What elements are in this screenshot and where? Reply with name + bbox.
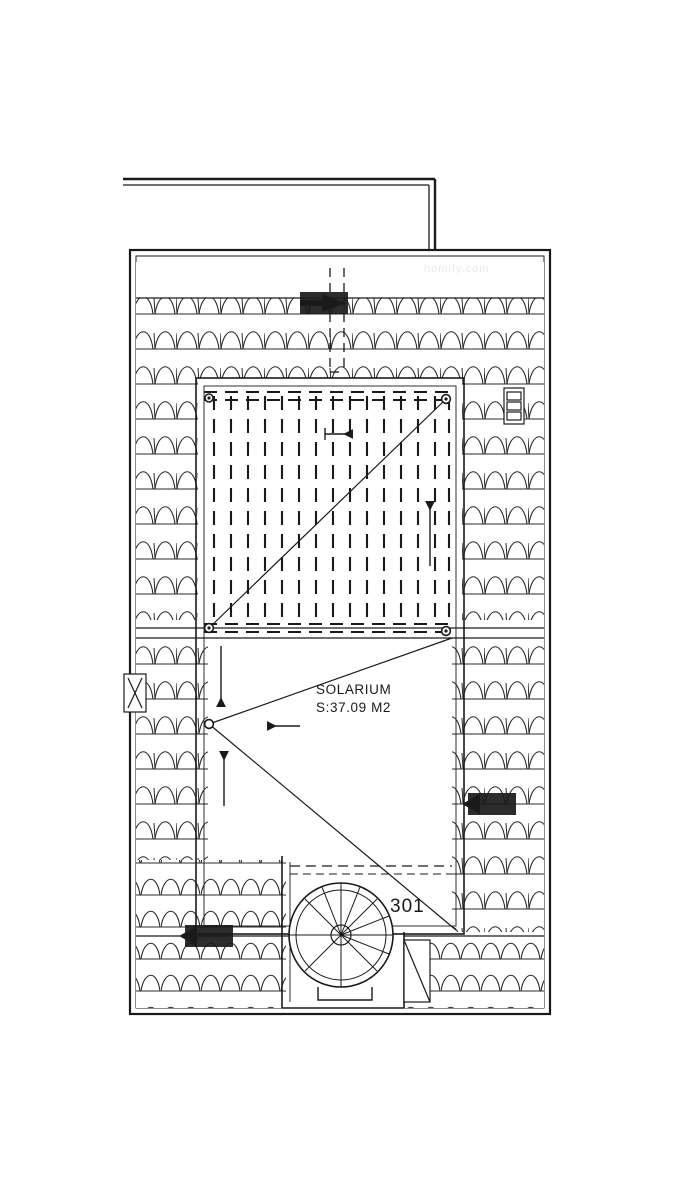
slope-arrow-bottom xyxy=(179,925,233,947)
top-service-line xyxy=(123,179,435,250)
lower-right-frame xyxy=(404,940,430,1002)
roof-tile-right-band xyxy=(452,298,544,1008)
slope-arrow-right xyxy=(462,793,516,815)
slope-arrow-top xyxy=(300,292,348,314)
watermark-label: homify.com xyxy=(424,263,490,275)
room-name-label: SOLARIUM xyxy=(316,682,392,697)
room-number-label: 301 xyxy=(390,896,425,917)
roof-hatch-box-left xyxy=(124,674,146,712)
roof-vent-box-right xyxy=(504,388,524,424)
room-area-label: S:37.09 M2 xyxy=(316,700,392,715)
